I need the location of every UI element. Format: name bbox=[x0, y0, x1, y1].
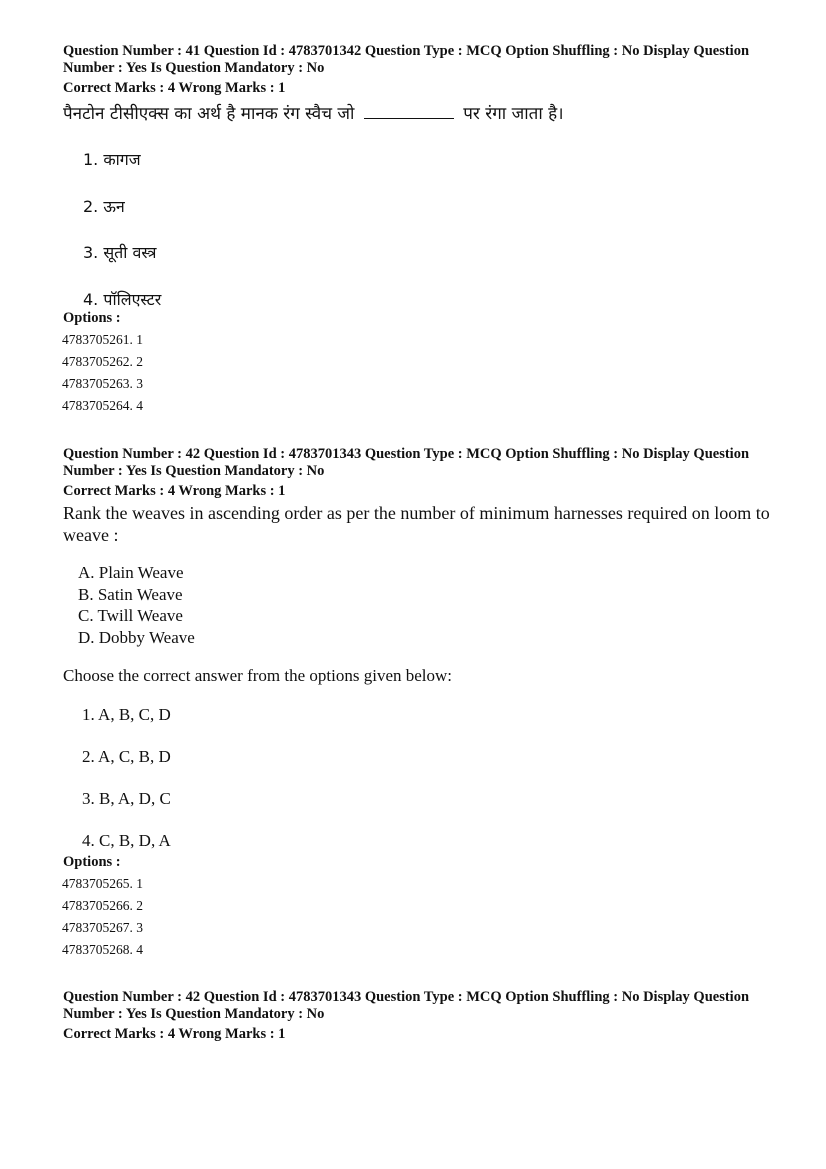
meta-line-2: Number : Yes Is Question Mandatory : No bbox=[63, 60, 325, 76]
question-42-items bbox=[78, 562, 798, 648]
question-text-before: पैनटोन टीसीएक्स का अर्थ है मानक रंग स्वैच जो bbox=[63, 104, 355, 124]
instruction-text: Choose the correct answer from the options given below: bbox=[63, 666, 453, 685]
item-c: C. Twill Weave bbox=[78, 606, 183, 625]
marks-line: Correct Marks : 4 Wrong Marks : 1 bbox=[63, 1026, 286, 1042]
option-id-2: 4783705262. 2 bbox=[62, 354, 143, 369]
meta-line-1: Question Number : 42 Question Id : 4783701343 Question Type : MCQ Option Shuffling : No Display Question bbox=[63, 446, 750, 462]
question-meta bbox=[63, 989, 783, 1043]
question-meta bbox=[63, 446, 783, 500]
marks-line: Correct Marks : 4 Wrong Marks : 1 bbox=[63, 80, 286, 96]
question-42-instruction bbox=[63, 665, 783, 687]
question-41-options bbox=[63, 310, 783, 327]
option-id-3: 4783705263. 3 bbox=[62, 376, 143, 391]
choice-4: 4. C, B, D, A bbox=[82, 831, 171, 850]
question-42-repeat-header bbox=[63, 989, 783, 1043]
item-a: A. Plain Weave bbox=[78, 563, 184, 582]
option-id-1: 4783705265. 1 bbox=[62, 876, 143, 891]
choice-4: 4. पॉलिएस्टर bbox=[83, 290, 162, 309]
marks-line: Correct Marks : 4 Wrong Marks : 1 bbox=[63, 483, 286, 499]
question-41-header bbox=[63, 43, 783, 97]
question-41-option-ids bbox=[62, 329, 782, 417]
question-41-choices bbox=[83, 148, 803, 310]
question-42-header bbox=[63, 446, 783, 500]
answer-blank bbox=[364, 104, 454, 119]
question-meta bbox=[63, 43, 783, 97]
choice-2: 2. A, C, B, D bbox=[82, 747, 171, 766]
question-42-options bbox=[63, 854, 783, 871]
choice-1: 1. A, B, C, D bbox=[82, 705, 171, 724]
question-text: Rank the weaves in ascending order as per the number of minimum harnesses required on loom to weave : bbox=[63, 503, 770, 545]
meta-line-2: Number : Yes Is Question Mandatory : No bbox=[63, 463, 325, 479]
choice-3: 3. B, A, D, C bbox=[82, 789, 171, 808]
question-41-text bbox=[63, 103, 783, 125]
question-text-after: पर रंगा जाता है। bbox=[463, 104, 564, 124]
option-id-2: 4783705266. 2 bbox=[62, 898, 143, 913]
options-label: Options : bbox=[63, 310, 121, 326]
option-id-4: 4783705268. 4 bbox=[62, 942, 143, 957]
option-id-3: 4783705267. 3 bbox=[62, 920, 143, 935]
option-id-4: 4783705264. 4 bbox=[62, 398, 143, 413]
choice-2: 2. ऊन bbox=[83, 197, 125, 216]
item-b: B. Satin Weave bbox=[78, 584, 183, 604]
meta-line-1: Question Number : 41 Question Id : 4783701342 Question Type : MCQ Option Shuffling : No Display Question bbox=[63, 43, 750, 59]
meta-line-2: Number : Yes Is Question Mandatory : No bbox=[63, 1006, 325, 1022]
options-label: Options : bbox=[63, 854, 121, 870]
choice-3: 3. सूती वस्त्र bbox=[83, 243, 157, 262]
meta-line-1: Question Number : 42 Question Id : 4783701343 Question Type : MCQ Option Shuffling : No Display Question bbox=[63, 989, 750, 1005]
question-42-option-ids bbox=[62, 873, 782, 961]
question-42-choices bbox=[82, 705, 802, 851]
item-d: D. Dobby Weave bbox=[78, 627, 195, 647]
choice-1: 1. कागज bbox=[83, 150, 141, 169]
option-id-1: 4783705261. 1 bbox=[62, 332, 143, 347]
question-42-text bbox=[63, 502, 773, 546]
